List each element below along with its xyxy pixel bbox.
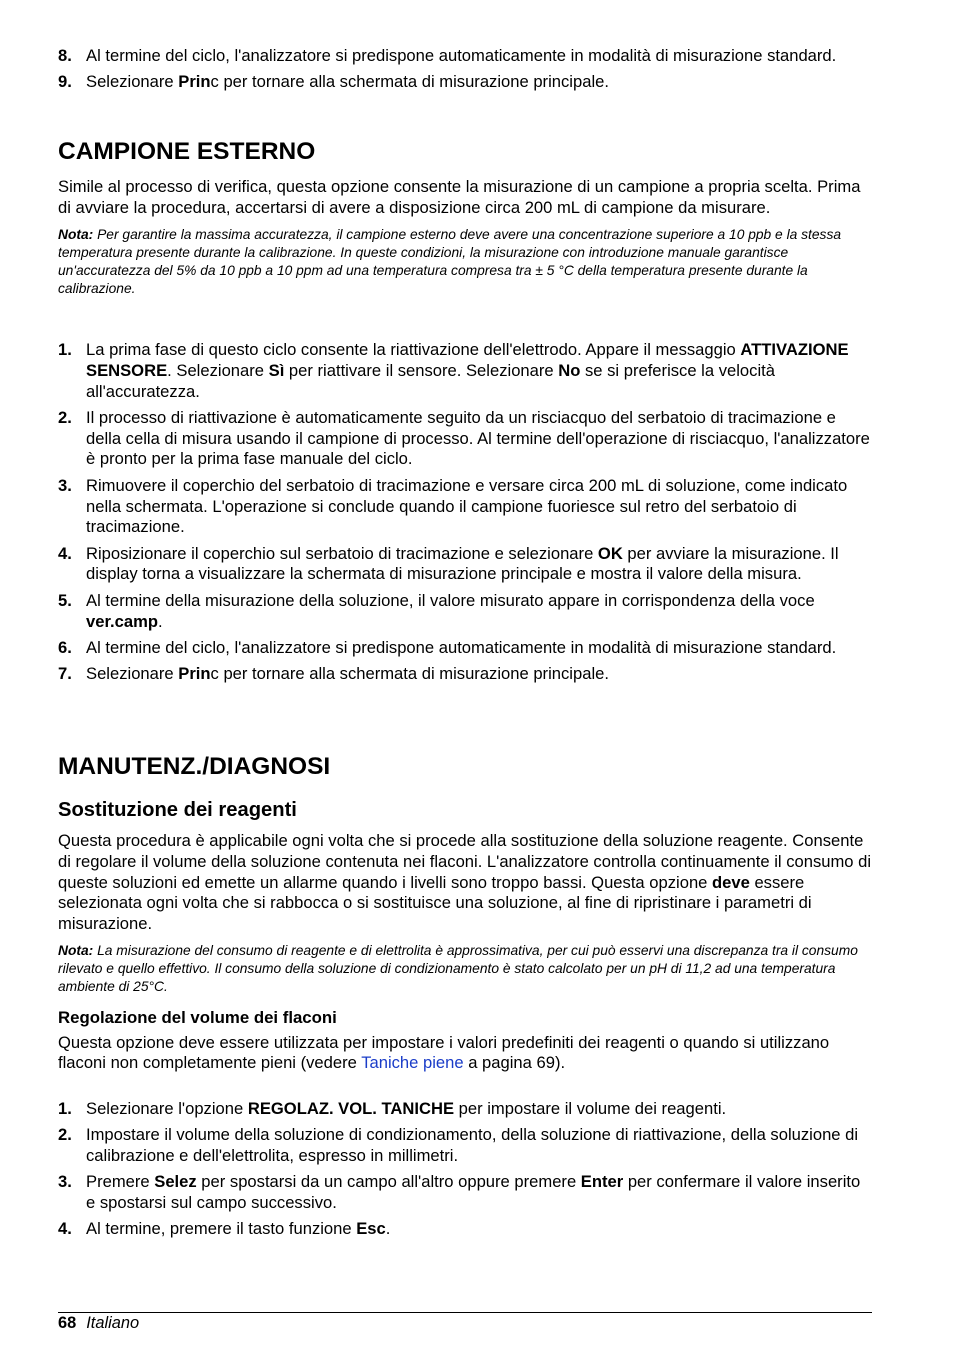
step-text: Selezionare l'opzione	[86, 1099, 248, 1118]
step-bold: ver.camp	[86, 611, 158, 631]
section-campione-esterno	[58, 137, 872, 298]
step-text: per impostare il volume dei reagenti.	[454, 1099, 727, 1118]
step-text: . Selezionare	[167, 360, 269, 380]
list-item	[58, 1172, 872, 1214]
top-steps	[58, 46, 872, 99]
note	[58, 226, 858, 299]
step-text: per avviare la misurazione. Il display torna a visualizzare la schermata di misurazione principale e mostra il valore della misura.	[86, 543, 839, 584]
note	[58, 942, 858, 997]
step-text: .	[385, 1219, 391, 1239]
list-item	[58, 1125, 872, 1167]
step-text: per riattivare il sensore. Selezionare	[284, 360, 559, 380]
step-text: Al termine della misurazione della soluzione, il valore misurato appare in corrispondenza della voce	[86, 590, 815, 610]
step-number: 2.	[58, 1125, 72, 1145]
step-number: 6.	[58, 637, 72, 657]
step-bold: Sì	[268, 360, 285, 380]
step-number: 2.	[58, 407, 72, 427]
step-text: Selezionare	[86, 72, 179, 92]
intro-text: essere selezionata ogni volta che si rabbocca o si sostituisce una soluzione, al fine di ripristinare i parametri di misurazione.	[58, 872, 812, 934]
list-item	[58, 1099, 872, 1120]
step-number: 7.	[58, 664, 72, 684]
step-text: Al termine, premere il tasto funzione	[86, 1219, 357, 1239]
step-number: 3.	[58, 475, 72, 495]
step-text: Al termine del ciclo, l'analizzatore si predispone automaticamente in modalità di misurazione standard.	[86, 46, 837, 65]
step-text: c per tornare alla schermata di misurazione principale.	[210, 72, 609, 92]
step-text: per confermare il valore inserito e spostarsi sul campo successivo.	[86, 1172, 861, 1213]
step-text: Premere	[86, 1172, 155, 1192]
step-text: Rimuovere il coperchio del serbatoio di tracimazione e versare circa 200 mL di soluzione, come indicato nella schermata. L'operazione si conclude quando il campione fuoriesce sul retro del serbatoio di tracimazione.	[86, 475, 848, 537]
section-title: CAMPIONE ESTERNO	[58, 138, 316, 165]
step-bold: Enter	[580, 1172, 624, 1192]
step-bold: Esc	[356, 1219, 386, 1239]
step-bold: Prin	[178, 664, 211, 684]
step-text: La prima fase di questo ciclo consente la riattivazione dell'elettrodo. Appare il messaggio	[86, 340, 741, 359]
list-item	[58, 664, 872, 685]
step-text: Al termine del ciclo, l'analizzatore si predispone automaticamente in modalità di misurazione standard.	[86, 637, 837, 657]
page-footer	[58, 1313, 139, 1333]
subsubsection-intro	[58, 1033, 872, 1075]
step-text: Il processo di riattivazione è automaticamente seguito da un risciacquo del serbatoio di tracimazione e della cella di misura usando il campione di processo. Al termine dell'operazione di risciacquo, l'analizzatore è pronto per la prima fase manuale del ciclo.	[86, 407, 870, 469]
note-label: Nota:	[58, 942, 94, 958]
step-bold: No	[558, 360, 581, 380]
section-intro	[58, 831, 872, 935]
list-item	[58, 638, 872, 659]
intro-text: Questa procedura è applicabile ogni volta che si procede alla sostituzione della soluzione reagente. Consente di regolare il volume della soluzione contenuta nei flaconi. L'analizzatore controlla continuamente il consumo di queste soluzioni ed emette un allarme quando i livelli sono troppo bassi. Questa opzione	[58, 831, 872, 892]
list-item	[58, 591, 872, 633]
section-manutenz-diagnosi	[58, 752, 872, 1074]
step-text: se si preferisce la velocità all'accuratezza.	[86, 360, 775, 401]
section-title: MANUTENZ./DIAGNOSI	[58, 753, 331, 780]
section1-steps	[58, 340, 872, 690]
cross-reference-link[interactable]: Taniche piene	[361, 1053, 464, 1073]
step-number: 4.	[58, 1219, 72, 1239]
step-text: Riposizionare il coperchio sul serbatoio di tracimazione e selezionare	[86, 543, 598, 563]
step-text: Selezionare	[86, 664, 179, 684]
step-text: Impostare il volume della soluzione di condizionamento, della soluzione di riattivazione, della soluzione di calibrazione e dell'elettrolita, espresso in millimetri.	[86, 1125, 859, 1166]
page-number: 68	[58, 1314, 77, 1332]
note-label: Nota:	[58, 226, 94, 242]
intro-text: a pagina 69).	[463, 1053, 566, 1073]
subsubsection-title: Regolazione del volume dei flaconi	[58, 1007, 337, 1027]
intro-bold: deve	[712, 872, 750, 892]
list-item	[58, 544, 872, 586]
list-item	[58, 72, 872, 93]
list-item	[58, 46, 872, 67]
step-bold: REGOLAZ. VOL. TANICHE	[247, 1099, 455, 1118]
step-number: 1.	[58, 1099, 72, 1118]
step-number: 4.	[58, 543, 72, 563]
list-item	[58, 476, 872, 538]
step-number: 1.	[58, 340, 72, 359]
list-item	[58, 1219, 872, 1240]
step-text: c per tornare alla schermata di misurazione principale.	[210, 664, 609, 684]
step-number: 9.	[58, 72, 72, 92]
step-bold: ATTIVAZIONE SENSORE	[86, 340, 849, 380]
step-text: .	[157, 611, 163, 631]
note-text: La misurazione del consumo di reagente e di elettrolita è approssimativa, per cui può esservi una discrepanza tra il consumo rilevato e quello effettivo. Il consumo della soluzione di condizionamento è stato calcolato per un pH di 11,2 ad una temperatura ambiente di 25°C.	[58, 942, 858, 995]
section-intro: Simile al processo di verifica, questa opzione consente la misurazione di un campione a propria scelta. Prima di avviare la procedura, accertarsi di avere a disposizione circa 200 mL di campione da misurare.	[58, 177, 861, 217]
step-number: 8.	[58, 46, 72, 65]
step-text: per spostarsi da un campo all'altro oppure premere	[196, 1172, 581, 1192]
footer-language: Italiano	[86, 1314, 140, 1332]
note-text: Per garantire la massima accuratezza, il campione esterno deve avere una concentrazione superiore a 10 ppb e la stessa temperatura presente durante la calibrazione. In queste condizioni, la misurazione con introduzione manuale garantisce un'accuratezza del 5% da 10 ppb a 10 ppm ad una temperatura compresa tra ± 5 °C della temperatura presente durante la calibrazione.	[58, 226, 842, 297]
subsection-title: Sostituzione dei reagenti	[58, 799, 297, 821]
step-bold: OK	[597, 543, 623, 563]
step-bold: Prin	[178, 72, 211, 92]
section2-steps	[58, 1099, 872, 1246]
list-item	[58, 340, 872, 402]
step-bold: Selez	[154, 1172, 197, 1192]
footer-divider	[58, 1312, 872, 1313]
step-number: 5.	[58, 590, 72, 610]
list-item	[58, 408, 872, 470]
intro-text: Questa opzione deve essere utilizzata per impostare i valori predefiniti dei reagenti o quando si utilizzano flaconi non completamente pieni (vedere	[58, 1032, 830, 1073]
step-number: 3.	[58, 1172, 72, 1192]
